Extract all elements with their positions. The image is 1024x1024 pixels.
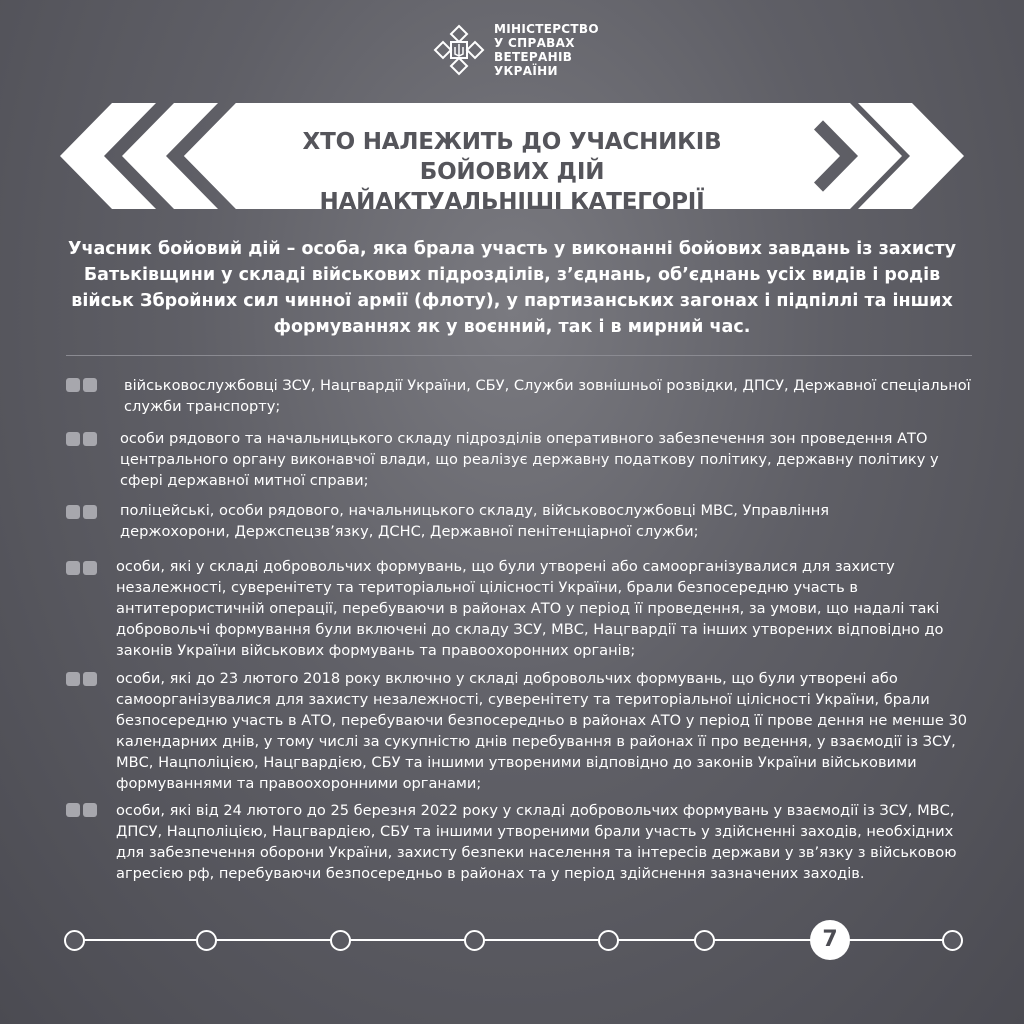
category-item: особи, які у складі добровольчих формувань, що були утворені або самоорганізувалися для захисту незалежності, суверенітету та територіальної цілісності України, брали безпосередню участь в антитерористичній операції, перебуваючи в районах АТО у період її проведення, за умови, що надалі такі добровольчі формування були включені до складу ЗСУ, МВС, Нацгвардії та інших утворених відповідно до законів України військових формувань та правоохоронних органів; [116,558,944,659]
bullet-icon [66,505,97,519]
page-dot[interactable] [464,930,485,951]
bullet-icon [66,378,97,392]
page-dot[interactable] [942,930,963,951]
page-title-line: ХТО НАЛЕЖИТЬ ДО УЧАСНИКІВ БОЙОВИХ ДІЙ [302,129,722,185]
page-title-line: НАЙАКТУАЛЬНІШІ КАТЕГОРІЇ [319,189,705,215]
ministry-name-line: ВЕТЕРАНІВ [494,50,573,64]
category-item: особи, які до 23 лютого 2018 року включно у складі добровольчих формувань, що були утворені або самоорганізувалися для захисту незалежності, суверенітету та територіальної цілісності України, брали безпосередню участь в АТО, перебуваючи безпосередньо в районах АТО у період її прове дення не менше 30 календарних днів, у тому числі за сукупністю днів перебування в районах її про ведення, у взаємодії із ЗСУ, МВС, Нацполіцією, Нацгвардією, СБУ та іншими утвореними відповідно до законів України військовими формуваннями та правоохоронними органами; [116,670,968,792]
ministry-logo [432,22,599,78]
category-item: особи, які від 24 лютого до 25 березня 2022 року у складі добровольчих формувань у взаємодії із ЗСУ, МВС, ДПСУ, Нацполіцією, Нацгвардією, СБУ та іншими утвореними брали участь у здійсненні заходів, необхідних для забезпечення оборони України, захисту безпеки населення та інтересів держави у зв’язку з військовою агресією рф, перебуваючи безпосередньо в районах та у період здійснення зазначених заходів. [116,802,957,882]
section-divider [66,355,972,356]
bullet-icon [66,803,97,817]
category-item: особи рядового та начальницького складу підрозділів оперативного забезпечення зон проведення АТО центрального органу виконавчої влади, що реалізує державну податкову політику, державну політику у сфері державної митної справи; [120,430,939,489]
ministry-name-line: У СПРАВАХ [494,36,575,50]
ministry-name-line: МІНІСТЕРСТВО [494,22,599,36]
page-dot[interactable] [64,930,85,951]
ministry-name-line: УКРАЇНИ [494,64,558,78]
page-dot[interactable] [598,930,619,951]
current-page-indicator: 7 [810,920,850,960]
page-progress [60,920,970,960]
category-item: військовослужбовці ЗСУ, Нацгвардії України, СБУ, Служби зовнішньої розвідки, ДПСУ, Державної спеціальної служби транспорту; [124,377,971,415]
bullet-icon [66,432,97,446]
page-dot[interactable] [330,930,351,951]
ministry-emblem-icon [432,23,486,77]
page-dot[interactable] [196,930,217,951]
page-dot[interactable] [694,930,715,951]
bullet-icon [66,672,97,686]
page-title [240,127,784,217]
definition-paragraph: Учасник бойовий дій – особа, яка брала участь у виконанні бойових завдань із захисту Батьківщини у складі військових підрозділів, з’єднань, об’єднань усіх видів і родів військ Збройних сил чинної армії (флоту), у партизанських загонах і підпіллі та інших формуваннях як у воєнний, так і в мирний час. [67,239,957,337]
category-item: поліцейські, особи рядового, начальницького складу, військовослужбовці МВС, Управління держохорони, Держспецзв’язку, ДСНС, Державної пенітенціарної служби; [120,502,830,540]
bullet-icon [66,561,97,575]
ministry-name [494,22,599,78]
title-banner [60,103,964,215]
